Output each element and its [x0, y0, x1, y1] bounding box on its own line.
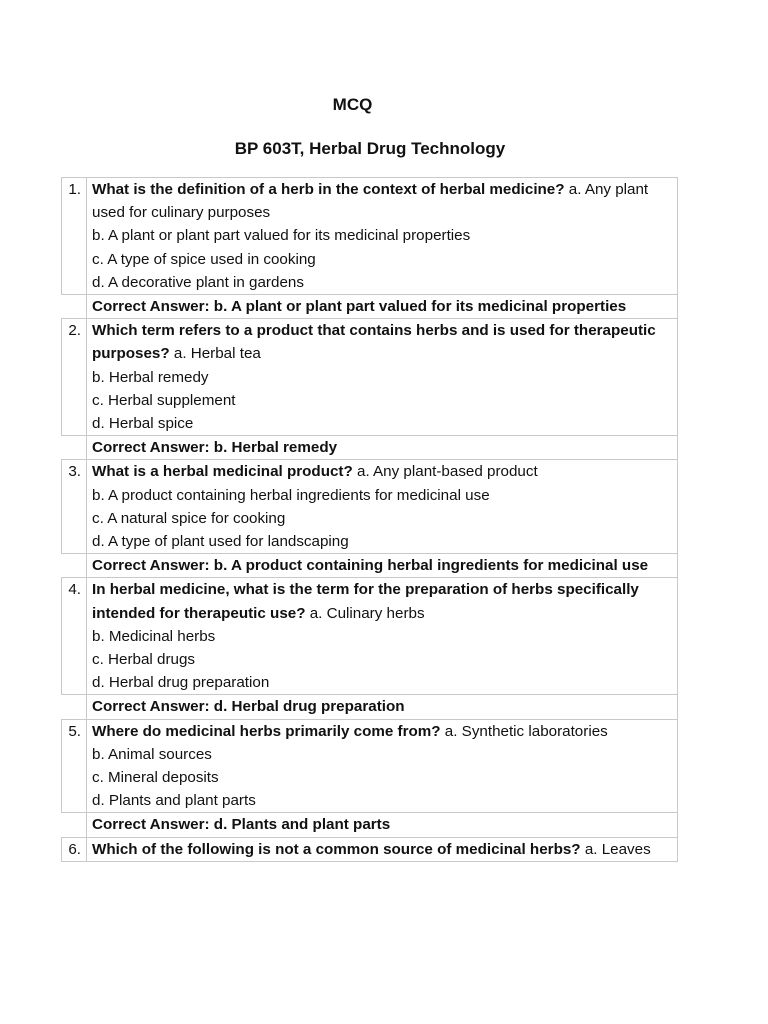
question-cell — [87, 578, 678, 695]
question-text: Which term refers to a product that contains herbs and is used for therapeutic purposes? — [92, 322, 656, 363]
question-row — [62, 719, 678, 813]
option-a: a. Leaves — [584, 840, 651, 858]
option-a: a. Culinary herbs — [309, 604, 425, 622]
option-d: d. A type of plant used for landscaping — [92, 533, 349, 551]
question-text: What is a herbal medicinal product? — [92, 463, 353, 481]
option-a: a. Synthetic laboratories — [444, 722, 608, 740]
option-c: c. A type of spice used in cooking — [92, 250, 316, 268]
option-b: b. A plant or plant part valued for its medicinal properties — [92, 227, 471, 245]
question-text: In herbal medicine, what is the term for the preparation of herbs specifically intended for therapeutic use? — [92, 581, 639, 622]
page-subtitle: BP 603T, Herbal Drug Technology — [234, 139, 506, 158]
option-c: c. Herbal drugs — [92, 651, 195, 669]
answer-row — [62, 695, 678, 719]
correct-answer: Correct Answer: d. Plants and plant parts — [87, 813, 678, 837]
question-row — [62, 837, 678, 861]
correct-answer: Correct Answer: b. A plant or plant part valued for its medicinal properties — [87, 295, 678, 319]
question-number: 2. — [62, 319, 87, 436]
option-b: b. Animal sources — [92, 745, 212, 763]
question-cell — [87, 460, 678, 554]
answer-row — [62, 295, 678, 319]
question-number: 1. — [62, 178, 87, 295]
correct-answer: Correct Answer: b. Herbal remedy — [87, 436, 678, 460]
question-cell — [87, 837, 678, 861]
mcq-table — [61, 177, 678, 862]
correct-answer: Correct Answer: b. A product containing herbal ingredients for medicinal use — [87, 554, 678, 578]
option-b: b. Herbal remedy — [92, 368, 209, 386]
option-d: d. Herbal drug preparation — [92, 674, 270, 692]
answer-row — [62, 436, 678, 460]
question-text: What is the definition of a herb in the context of herbal medicine? — [92, 181, 565, 198]
option-c: c. A natural spice for cooking — [92, 509, 286, 527]
option-c: c. Herbal supplement — [92, 391, 236, 409]
correct-answer: Correct Answer: d. Herbal drug preparation — [87, 695, 678, 719]
option-a: a. Herbal tea — [173, 345, 261, 363]
question-number: 5. — [62, 719, 87, 813]
option-d: d. A decorative plant in gardens — [92, 273, 304, 291]
question-cell — [87, 178, 678, 295]
question-row — [62, 319, 678, 436]
question-row — [62, 578, 678, 695]
option-b: b. A product containing herbal ingredients for medicinal use — [92, 486, 490, 504]
option-a: a. Any plant used for culinary purposes — [92, 181, 649, 222]
option-c: c. Mineral deposits — [92, 769, 219, 787]
question-text: Where do medicinal herbs primarily come from? — [92, 722, 441, 740]
option-d: d. Plants and plant parts — [92, 792, 256, 810]
page-title: MCQ — [332, 95, 373, 114]
option-a: a. Any plant-based product — [357, 463, 538, 481]
question-row — [62, 178, 678, 295]
option-d: d. Herbal spice — [92, 415, 194, 433]
option-b: b. Medicinal herbs — [92, 627, 216, 645]
question-cell — [87, 719, 678, 813]
question-number: 6. — [62, 837, 87, 861]
question-number: 3. — [62, 460, 87, 554]
question-number: 4. — [62, 578, 87, 695]
question-cell — [87, 319, 678, 436]
question-row — [62, 460, 678, 554]
question-text: Which of the following is not a common source of medicinal herbs? — [92, 840, 581, 858]
answer-row — [62, 554, 678, 578]
answer-row — [62, 813, 678, 837]
